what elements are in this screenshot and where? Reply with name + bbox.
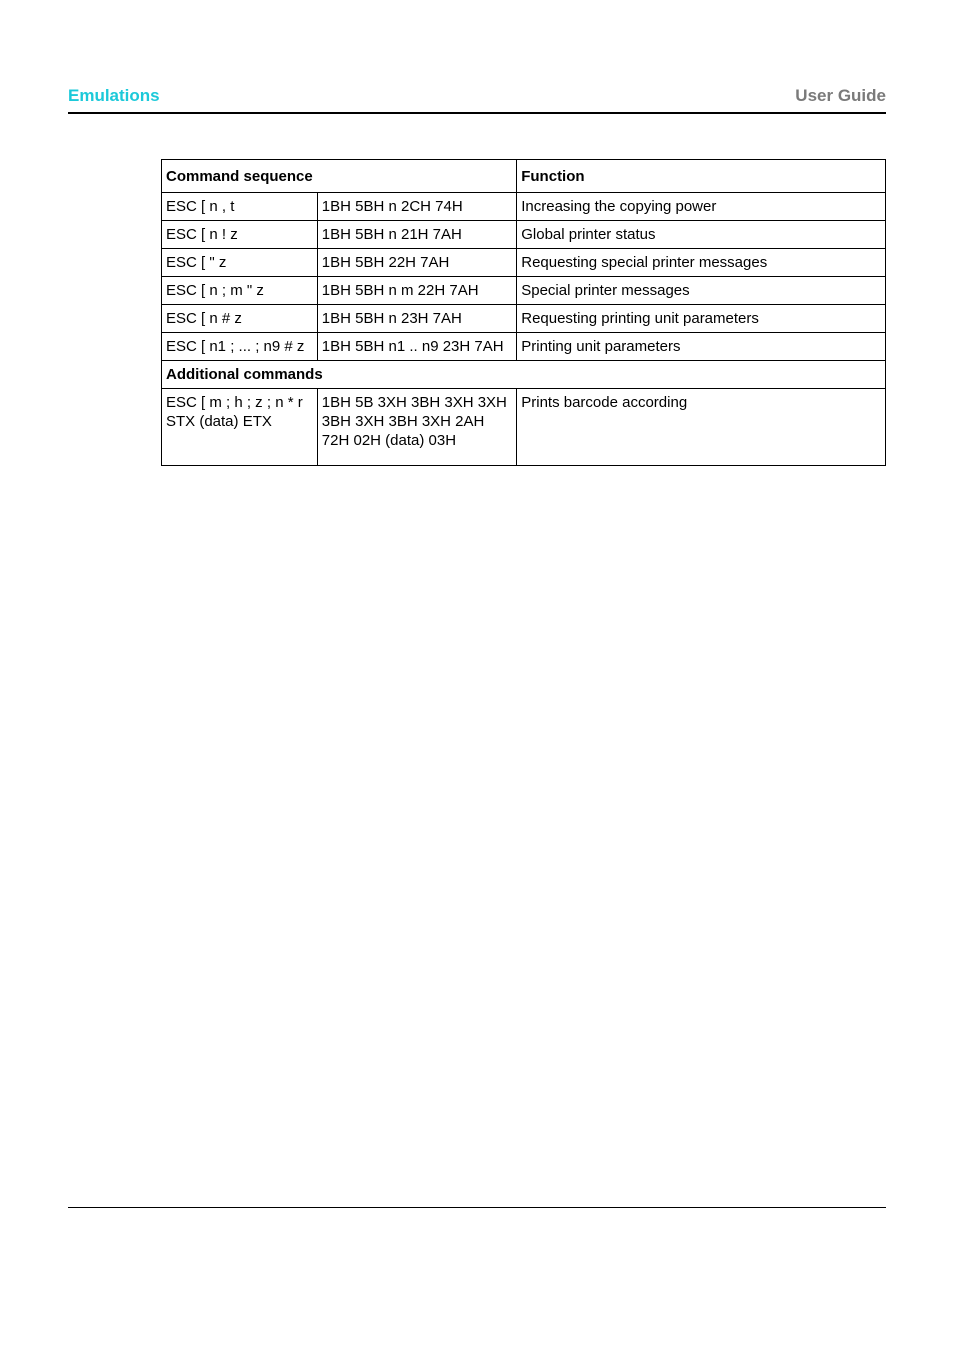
cell-sequence: ESC [ m ; h ; z ; n * r STX (data) ETX — [162, 389, 318, 466]
table-row — [162, 305, 886, 333]
table-row — [162, 277, 886, 305]
cell-function: Requesting printing unit parameters — [517, 305, 886, 333]
cell-sequence: ESC [ n # z — [162, 305, 318, 333]
cell-function: Prints barcode according — [517, 389, 886, 466]
cell-sequence: ESC [ " z — [162, 249, 318, 277]
section-title: Emulations — [68, 86, 160, 105]
table-row — [162, 389, 886, 466]
cell-hex: 1BH 5BH n 23H 7AH — [317, 305, 516, 333]
cell-hex: 1BH 5BH n1 .. n9 23H 7AH — [317, 333, 516, 361]
page-header — [68, 86, 886, 114]
command-table — [161, 159, 886, 466]
cell-function: Increasing the copying power — [517, 193, 886, 221]
table-row — [162, 193, 886, 221]
cell-function: Special printer messages — [517, 277, 886, 305]
table-header-row — [162, 160, 886, 193]
guide-title: User Guide — [795, 86, 886, 105]
cell-sequence: ESC [ n ! z — [162, 221, 318, 249]
table-row — [162, 249, 886, 277]
cell-hex: 1BH 5B 3XH 3BH 3XH 3XH 3BH 3XH 3BH 3XH 2AH 72H 02H (data) 03H — [317, 389, 516, 466]
cell-sequence: ESC [ n , t — [162, 193, 318, 221]
cell-function: Global printer status — [517, 221, 886, 249]
footer-divider — [68, 1207, 886, 1208]
table-row — [162, 221, 886, 249]
column-header-command-sequence: Command sequence — [162, 160, 517, 193]
cell-hex: 1BH 5BH n m 22H 7AH — [317, 277, 516, 305]
cell-function: Printing unit parameters — [517, 333, 886, 361]
additional-commands-heading: Additional commands — [162, 361, 886, 389]
cell-hex: 1BH 5BH n 21H 7AH — [317, 221, 516, 249]
cell-function: Requesting special printer messages — [517, 249, 886, 277]
column-header-function: Function — [517, 160, 886, 193]
cell-hex: 1BH 5BH 22H 7AH — [317, 249, 516, 277]
table-row — [162, 333, 886, 361]
section-heading-row — [162, 361, 886, 389]
cell-sequence: ESC [ n1 ; ... ; n9 # z — [162, 333, 318, 361]
cell-hex: 1BH 5BH n 2CH 74H — [317, 193, 516, 221]
cell-sequence: ESC [ n ; m " z — [162, 277, 318, 305]
